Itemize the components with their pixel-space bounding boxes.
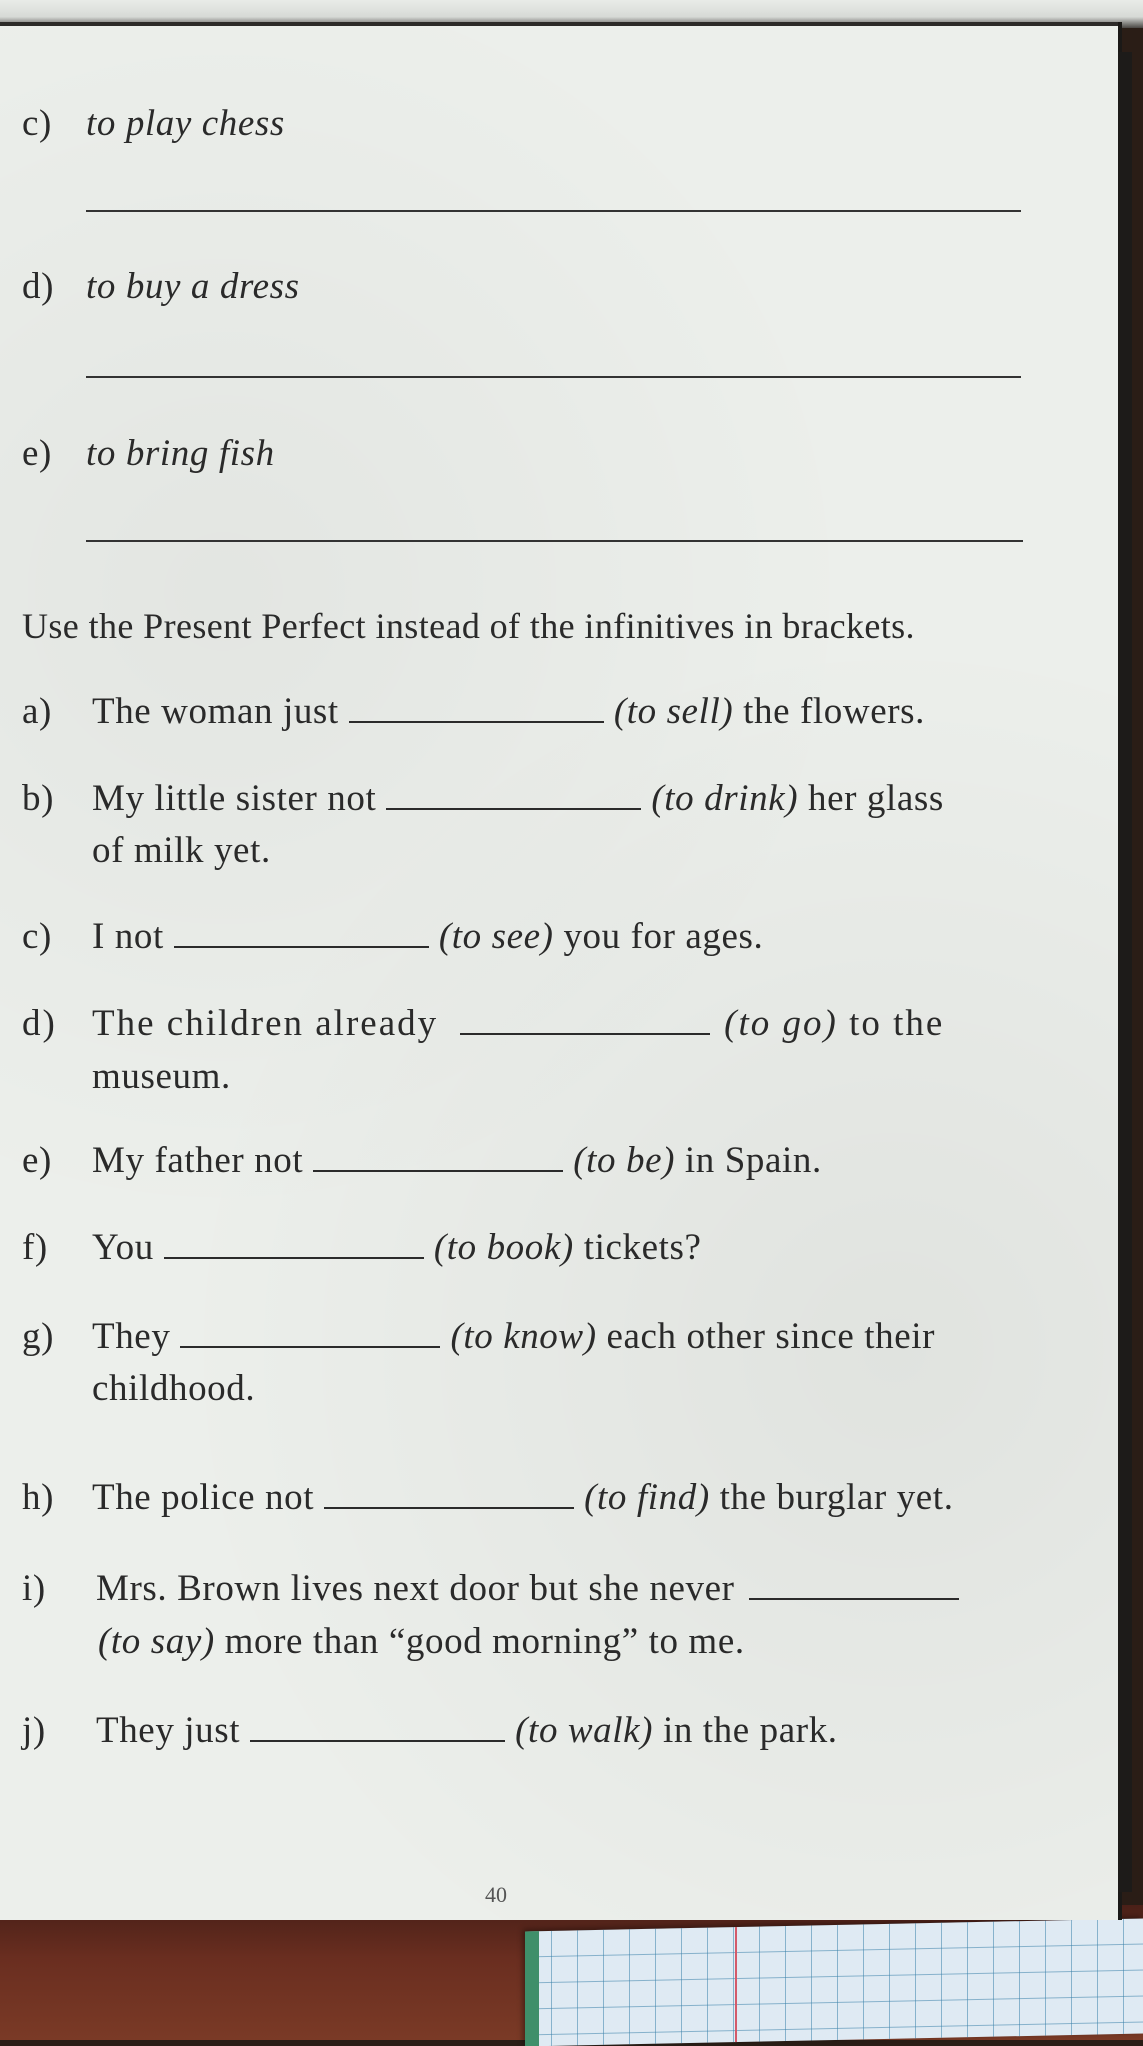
answer-blank-h[interactable] [324,1477,574,1509]
exercise-item-g [22,1315,935,1358]
page-number: 40 [485,1882,507,1907]
answer-blank-b[interactable] [386,778,641,810]
item-verb: (to be) [573,1140,676,1181]
item-before: The children already [92,1003,439,1044]
answer-line-e[interactable] [86,540,1023,542]
item-after: tickets? [583,1227,702,1268]
item-after: to the [849,1003,945,1044]
answer-blank-f[interactable] [164,1227,424,1259]
worksheet-page [0,22,1118,1920]
exercise-item-g-continuation: childhood. [92,1368,256,1409]
item-before: They just [96,1710,241,1751]
answer-blank-a[interactable] [349,691,604,723]
item-text: to buy a dress [86,266,300,307]
item-verb: (to walk) [515,1710,654,1751]
item-label: f) [22,1227,48,1268]
exercise-item-i [22,1567,969,1610]
item-verb: (to say) [98,1621,215,1662]
exercise-item-a [22,690,925,733]
item-before: You [92,1227,154,1268]
answer-blank-i[interactable] [749,1568,959,1600]
grid-notebook [525,1919,1143,2046]
item-after: the flowers. [743,691,926,732]
notebook-cover-edge [525,1931,539,2046]
item-label: b) [22,778,55,819]
part1-item-d [22,265,300,308]
item-after: in Spain. [684,1140,822,1181]
item-verb: (to see) [438,916,554,957]
answer-blank-g[interactable] [180,1316,440,1348]
answer-blank-j[interactable] [250,1710,505,1742]
answer-blank-c[interactable] [174,916,429,948]
answer-line-d[interactable] [86,376,1021,378]
item-label: e) [22,1140,52,1181]
item-before: The police not [92,1477,315,1518]
part1-item-c [22,102,285,145]
item-verb: (to find) [584,1477,710,1518]
answer-line-c[interactable] [86,210,1021,212]
page-top-edge [0,22,1118,26]
item-label: c) [22,916,52,957]
item-verb: (to know) [450,1316,597,1357]
exercise-item-e [22,1139,822,1182]
answer-blank-e[interactable] [313,1140,563,1172]
item-before: I not [92,916,164,957]
exercise-item-b-continuation: of milk yet. [92,830,271,871]
exercise-instruction: Use the Present Perfect instead of the infinitives in brackets. [22,606,915,646]
item-label: h) [22,1477,55,1518]
exercise-item-j [22,1709,838,1752]
item-verb: (to drink) [651,778,799,819]
item-label: e) [22,433,52,474]
notebook-margin-line [735,1927,737,2042]
item-before: Mrs. Brown lives next door but she never [96,1568,735,1609]
item-after: each other since their [606,1316,936,1357]
item-text: to play chess [86,103,285,144]
page-right-edge [1118,52,1132,1892]
item-after: her glass [808,778,944,819]
item-label: d) [22,1003,57,1044]
item-label: d) [22,266,55,307]
item-label: j) [22,1710,46,1751]
item-verb: (to book) [433,1227,574,1268]
exercise-item-h [22,1476,954,1519]
item-label: a) [22,691,52,732]
item-label: g) [22,1316,55,1357]
item-after: more than “good morning” to me. [224,1621,745,1662]
item-text: to bring fish [86,433,275,474]
item-label: i) [22,1568,46,1609]
exercise-item-b [22,777,944,820]
answer-blank-d[interactable] [460,1003,710,1035]
exercise-item-d [22,1002,944,1045]
item-label: c) [22,103,52,144]
exercise-item-f [22,1226,702,1269]
exercise-item-c [22,915,763,958]
exercise-item-d-continuation: museum. [92,1056,231,1097]
item-before: My little sister not [92,778,377,819]
item-after: you for ages. [563,916,764,957]
item-after: in the park. [662,1710,838,1751]
item-verb: (to sell) [613,691,734,732]
item-before: My father not [92,1140,304,1181]
part1-item-e [22,432,275,475]
item-verb: (to go) [724,1003,838,1044]
item-before: The woman just [92,691,339,732]
item-before: They [92,1316,171,1357]
item-after: the burglar yet. [719,1477,954,1518]
exercise-item-i-continuation [98,1620,745,1663]
